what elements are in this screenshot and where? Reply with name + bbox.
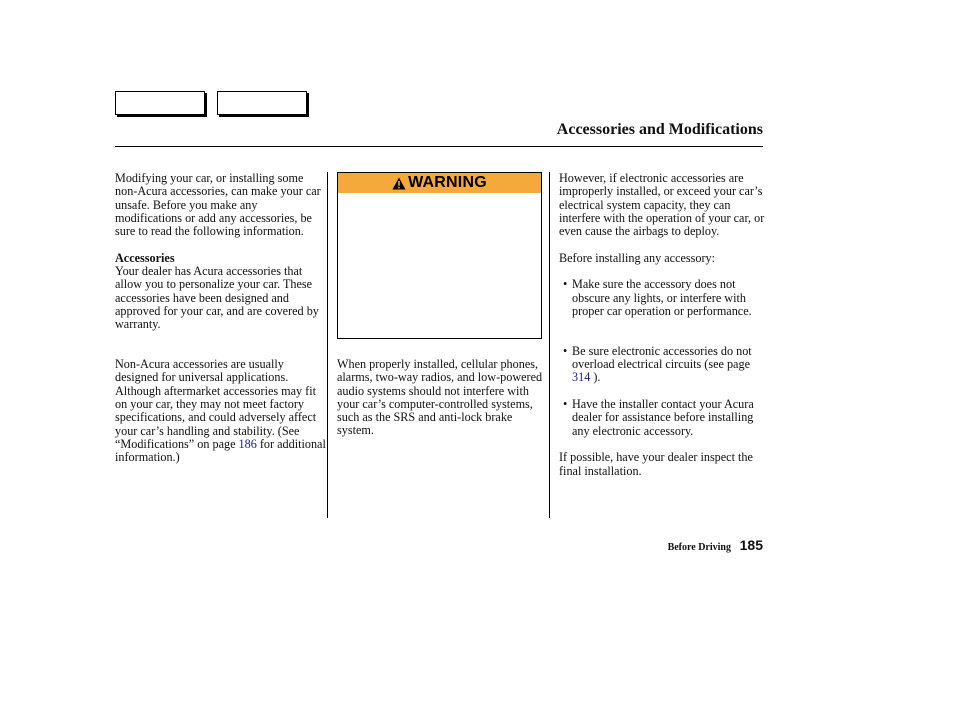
list-item: • Be sure electronic accessories do not overload electrical circuits (see page 314 ). bbox=[563, 343, 752, 385]
page-314-link[interactable]: 314 bbox=[572, 370, 591, 385]
warning-triangle-icon bbox=[392, 177, 406, 190]
column-divider-2 bbox=[549, 172, 550, 518]
page-186-link[interactable]: 186 bbox=[238, 436, 257, 451]
list-item: • Have the installer contact your Acura dealer for assistance before installing any electronic accessory. bbox=[563, 397, 754, 438]
column-divider-1 bbox=[327, 172, 328, 518]
column-left bbox=[115, 172, 327, 465]
bullet-text: Make sure the accessory does not obscure any lights, or interfere with proper car operation or performance. bbox=[572, 277, 752, 318]
non-acura-paragraph bbox=[115, 358, 327, 464]
cellular-paragraph: When properly installed, cellular phones, alarms, two-way radios, and low-powered audio systems should not interfere with your car’s computer-controlled systems, such as the SRS and anti-lock brake system. bbox=[337, 357, 543, 438]
improper-install-paragraph: However, if electronic accessories are improperly installed, or exceed your car’s electrical system capacity, they can interfere with the operation of your car, or even cause the airbags to deploy. bbox=[559, 171, 765, 239]
warning-header bbox=[338, 173, 541, 193]
closing-paragraph: If possible, have your dealer inspect the final installation. bbox=[559, 450, 753, 478]
warning-label: WARNING bbox=[408, 174, 487, 191]
column-middle bbox=[337, 358, 545, 438]
accessories-paragraph: Your dealer has Acura accessories that allow you to personalize your car. These accessories have been designed and approved for your car, and are covered by warranty. bbox=[115, 264, 319, 332]
nav-button-1[interactable] bbox=[115, 91, 205, 115]
bullet-text: Have the installer contact your Acura dealer for assistance before installing any electronic accessory. bbox=[572, 397, 754, 438]
accessory-checklist bbox=[559, 278, 765, 438]
page-title: Accessories and Modifications bbox=[556, 121, 763, 138]
bullet-text-start: Be sure electronic accessories do not overload electrical circuits (see page bbox=[572, 343, 752, 372]
non-acura-text-end: for additional information.) bbox=[115, 436, 326, 465]
page-number: 185 bbox=[739, 537, 763, 553]
list-item: • Make sure the accessory does not obscure any lights, or interfere with proper car operation or performance. bbox=[563, 277, 752, 318]
footer-section-name: Before Driving bbox=[667, 542, 731, 553]
warning-box bbox=[337, 172, 542, 339]
non-acura-text-start: Non-Acura accessories are usually designed for universal applications. Although aftermarket accessories may fit on your car, they may not meet factory specifications, and could adversely affect your car’s handling and stability. (See “Modifications” on page bbox=[115, 357, 317, 451]
bullet-text-end: ). bbox=[590, 370, 601, 385]
before-installing-text: Before installing any accessory: bbox=[559, 250, 716, 265]
accessories-heading: Accessories bbox=[115, 250, 175, 265]
title-rule bbox=[115, 146, 763, 147]
nav-button-2[interactable] bbox=[217, 91, 307, 115]
intro-paragraph: Modifying your car, or installing some non-Acura accessories, can make your car unsafe. Before you make any modifications or add any accessories, be sure to read the following information. bbox=[115, 171, 321, 239]
column-right bbox=[559, 172, 765, 478]
